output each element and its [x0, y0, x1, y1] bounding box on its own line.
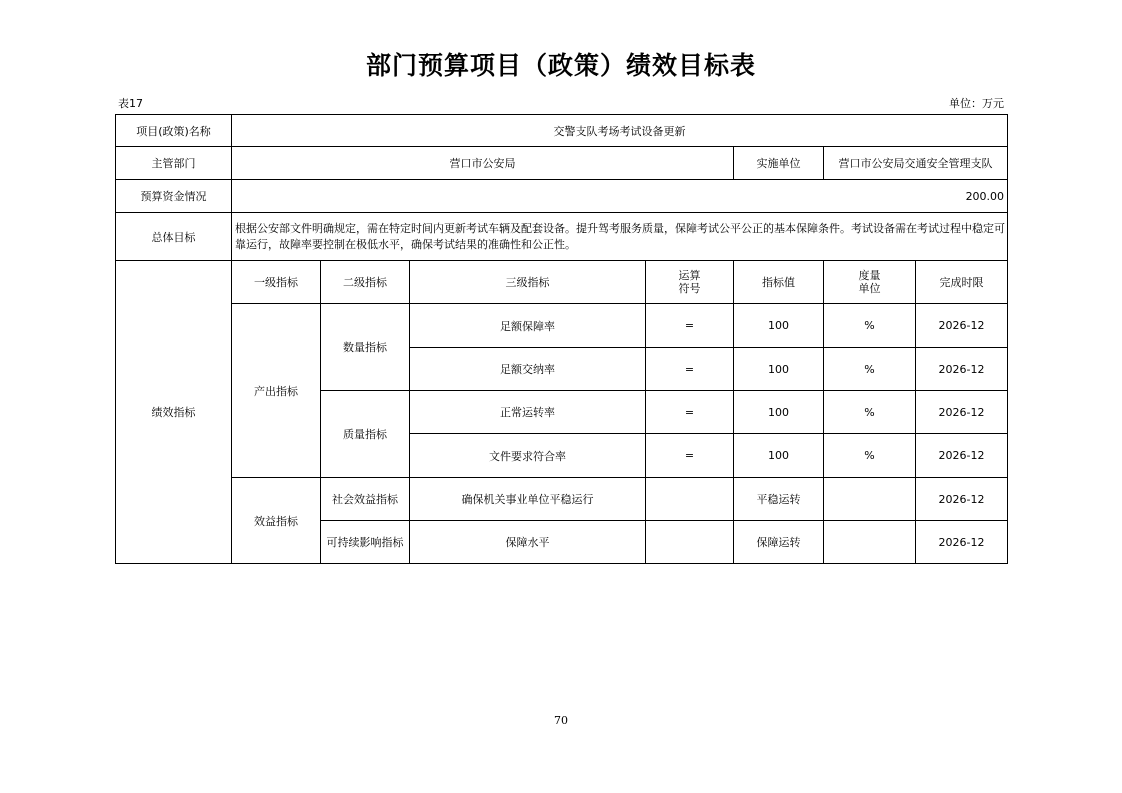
value-header: 指标值 [734, 261, 824, 304]
page-title: 部门预算项目（政策）绩效目标表 [365, 51, 756, 80]
value-cell: 平稳运转 [734, 478, 824, 521]
unit-header-line2: 单位 [858, 282, 881, 295]
operator-header [646, 261, 734, 304]
output-indicator-label: 产出指标 [232, 304, 321, 478]
operator-cell [646, 478, 734, 521]
level3-cell: 文件要求符合率 [410, 434, 646, 478]
level3-header: 三级指标 [410, 261, 646, 304]
level3-cell: 正常运转率 [410, 391, 646, 434]
level2-cell: 可持续影响指标 [321, 521, 410, 564]
unit-cell [824, 478, 916, 521]
operator-cell: = [646, 348, 734, 391]
implementing-unit-label: 实施单位 [734, 147, 824, 180]
value-cell: 保障运转 [734, 521, 824, 564]
level1-header: 一级指标 [232, 261, 321, 304]
level3-cell: 保障水平 [410, 521, 646, 564]
table-row [116, 304, 1008, 348]
operator-cell: = [646, 434, 734, 478]
value-cell: 100 [734, 348, 824, 391]
performance-table [115, 114, 1008, 564]
deadline-cell: 2026-12 [916, 348, 1008, 391]
quantity-indicator-label: 数量指标 [321, 304, 410, 391]
deadline-header: 完成时限 [916, 261, 1008, 304]
level3-cell: 确保机关事业单位平稳运行 [410, 478, 646, 521]
value-cell: 100 [734, 434, 824, 478]
unit-cell: % [824, 391, 916, 434]
table-row [116, 478, 1008, 521]
benefit-indicator-label: 效益指标 [232, 478, 321, 564]
project-name-label: 项目(政策)名称 [116, 115, 232, 147]
deadline-cell: 2026-12 [916, 434, 1008, 478]
performance-indicator-label: 绩效指标 [116, 261, 232, 564]
indicator-header-row [116, 261, 1008, 304]
department-value: 营口市公安局 [232, 147, 734, 180]
budget-label: 预算资金情况 [116, 180, 232, 213]
department-row [116, 147, 1008, 180]
operator-header-line1: 运算 [678, 269, 701, 282]
level3-cell: 足额交纳率 [410, 348, 646, 391]
operator-cell: = [646, 304, 734, 348]
budget-row [116, 180, 1008, 213]
page-number: 70 [554, 714, 568, 727]
budget-value: 200.00 [232, 180, 1008, 213]
deadline-cell: 2026-12 [916, 304, 1008, 348]
deadline-cell: 2026-12 [916, 521, 1008, 564]
deadline-cell: 2026-12 [916, 478, 1008, 521]
table-number: 表17 [118, 97, 143, 110]
level2-header: 二级指标 [321, 261, 410, 304]
value-cell: 100 [734, 304, 824, 348]
project-name-value: 交警支队考场考试设备更新 [232, 115, 1008, 147]
unit-label: 单位：万元 [949, 97, 1004, 110]
unit-cell: % [824, 304, 916, 348]
overall-goal-row [116, 213, 1008, 261]
unit-cell: % [824, 348, 916, 391]
operator-cell: = [646, 391, 734, 434]
overall-goal-value: 根据公安部文件明确规定，需在特定时间内更新考试车辆及配套设备。提升驾考服务质量，保障考试公平公正的基本保障条件。考试设备需在考试过程中稳定可靠运行，故障率要控制在极低水平，确保考试结果的准确性和公正性。 [232, 213, 1008, 261]
level2-cell: 社会效益指标 [321, 478, 410, 521]
overall-goal-label: 总体目标 [116, 213, 232, 261]
unit-header-line1: 度量 [858, 269, 881, 282]
project-name-row [116, 115, 1008, 147]
quality-indicator-label: 质量指标 [321, 391, 410, 478]
unit-cell [824, 521, 916, 564]
unit-header [824, 261, 916, 304]
unit-cell: % [824, 434, 916, 478]
value-cell: 100 [734, 391, 824, 434]
implementing-unit-value: 营口市公安局交通安全管理支队 [824, 147, 1008, 180]
level3-cell: 足额保障率 [410, 304, 646, 348]
deadline-cell: 2026-12 [916, 391, 1008, 434]
operator-cell [646, 521, 734, 564]
department-label: 主管部门 [116, 147, 232, 180]
operator-header-line2: 符号 [678, 282, 701, 295]
